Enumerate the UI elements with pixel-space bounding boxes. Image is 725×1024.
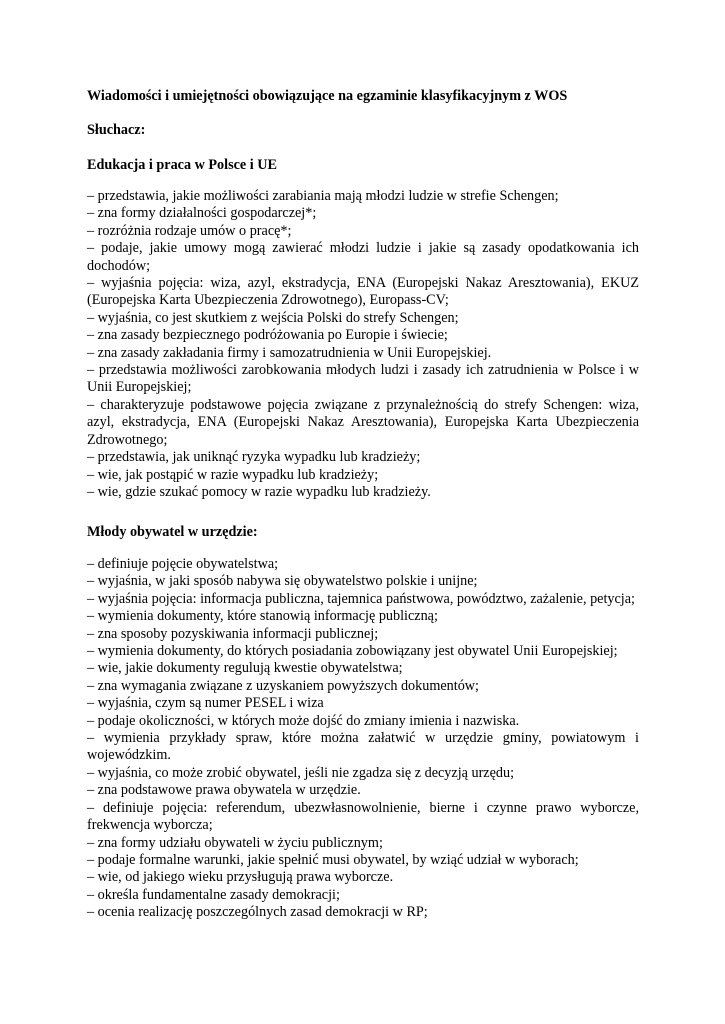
list-item: – zna zasady bezpiecznego podróżowania po Europie i świecie;: [87, 327, 448, 344]
list-item: – wyjaśnia, co może zrobić obywatel, jeśli nie zgadza się z decyzją urzędu;: [87, 764, 515, 781]
list-item: – przedstawia, jakie możliwości zarabiania mają młodzi ludzie w strefie Schengen;: [87, 188, 559, 204]
list-item: – wymienia przykłady spraw, które można załatwić w urzędzie gminy, powiatowym i wojewódzkim.: [87, 730, 639, 764]
list-item: – rozróżnia rodzaje umów o pracę*;: [87, 222, 292, 239]
list-item: – przedstawia, jak uniknąć ryzyka wypadku lub kradzieży;: [87, 449, 421, 466]
list-item: – charakteryzuje podstawowe pojęcia związane z przynależnością do strefy Schengen: wiza, azyl, ekstradycja, ENA (Europejski Nakaz Aresztowania), Europejska Karta Ubezpieczenia Zdrowotnego;: [87, 396, 639, 448]
list-item: – zna formy udziału obywateli w życiu publicznym;: [87, 834, 383, 851]
list-item: – wie, jak postąpić w razie wypadku lub kradzieży;: [87, 466, 379, 483]
list-item: – wyjaśnia, czym są numer PESEL i wiza: [87, 695, 324, 712]
section-item-list: [87, 188, 639, 501]
list-item: – określa fundamentalne zasady demokracji;: [87, 886, 340, 903]
list-item: – wie, od jakiego wieku przysługują prawa wyborcze.: [87, 869, 394, 886]
list-item: – wymienia dokumenty, które stanowią informację publiczną;: [87, 608, 438, 625]
list-item: – przedstawia możliwości zarobkowania młodych ludzi i zasady ich zatrudnienia w Polsce i w Unii Europejskiej;: [87, 362, 639, 396]
list-item: – podaje formalne warunki, jakie spełnić musi obywatel, by wziąć udział w wyborach;: [87, 851, 579, 868]
list-item: – zna podstawowe prawa obywatela w urzędzie.: [87, 782, 361, 799]
list-item: – wyjaśnia pojęcia: informacja publiczna, tajemnica państwowa, powództwo, zażalenie, petycja;: [87, 590, 635, 607]
list-item: – wie, jakie dokumenty regulują kwestie obywatelstwa;: [87, 660, 403, 677]
section-item-list: [87, 556, 639, 922]
list-item: – podaje okoliczności, w których może dojść do zmiany imienia i nazwiska.: [87, 712, 520, 729]
section-heading: Edukacja i praca w Polsce i UE: [87, 157, 277, 173]
list-item: – podaje, jakie umowy mogą zawierać młodzi ludzie i jakie są zasady opodatkowania ich dochodów;: [87, 240, 639, 274]
list-item: – zna sposoby pozyskiwania informacji publicznej;: [87, 625, 379, 642]
list-item: – zna wymagania związane z uzyskaniem powyższych dokumentów;: [87, 677, 479, 694]
list-item: – definiuje pojęcia: referendum, ubezwłasnowolnienie, bierne i czynne prawo wyborcze, frekwencja wyborcza;: [87, 799, 639, 834]
document-title: Wiadomości i umiejętności obowiązujące na egzaminie klasyfikacyjnym z WOS: [87, 88, 568, 104]
list-item: – zna formy działalności gospodarczej*;: [87, 205, 317, 222]
list-item: – wyjaśnia, co jest skutkiem z wejścia Polski do strefy Schengen;: [87, 309, 459, 326]
list-item: – wyjaśnia pojęcia: wiza, azyl, ekstradycja, ENA (Europejski Nakaz Aresztowania), EKUZ (Europejska Karta Ubezpieczenia Zdrowotnego), Europass-CV;: [87, 275, 639, 309]
list-item: – ocenia realizację poszczególnych zasad demokracji w RP;: [87, 904, 428, 921]
student-label: Słuchacz:: [87, 122, 146, 138]
list-item: – zna zasady zakładania firmy i samozatrudnienia w Unii Europejskiej.: [87, 344, 492, 361]
list-item: – wie, gdzie szukać pomocy w razie wypadku lub kradzieży.: [87, 483, 431, 500]
section-heading: Młody obywatel w urzędzie:: [87, 524, 258, 540]
list-item: – wyjaśnia, w jaki sposób nabywa się obywatelstwo polskie i unijne;: [87, 573, 478, 590]
list-item: – definiuje pojęcie obywatelstwa;: [87, 556, 279, 572]
list-item: – wymienia dokumenty, do których posiadania zobowiązany jest obywatel Unii Europejskiej;: [87, 643, 618, 660]
